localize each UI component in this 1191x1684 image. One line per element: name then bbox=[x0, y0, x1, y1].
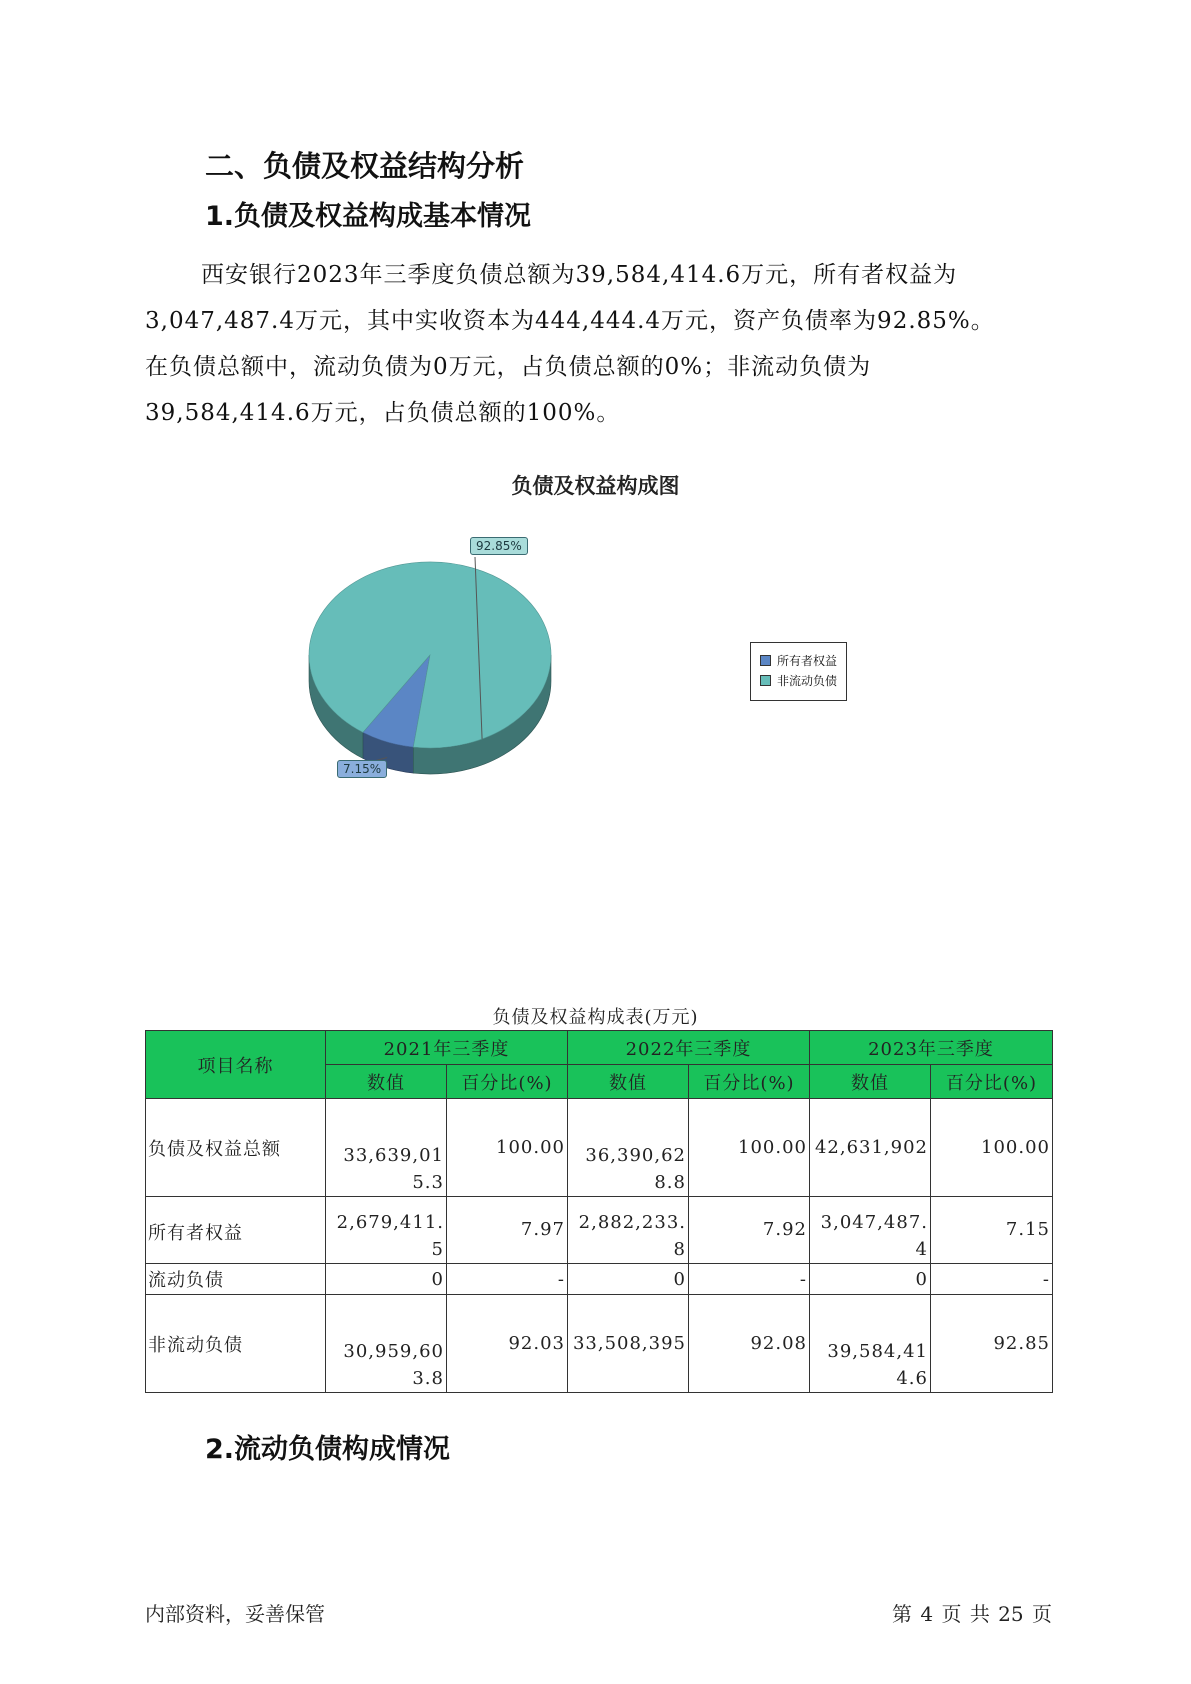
cell-percent: 7.15 bbox=[931, 1197, 1053, 1264]
header-item-name: 项目名称 bbox=[146, 1031, 326, 1099]
cell-percent: 92.08 bbox=[689, 1295, 810, 1393]
legend-swatch bbox=[760, 655, 771, 666]
footer-confidential-note: 内部资料，妥善保管 bbox=[145, 1602, 325, 1626]
paragraph-line: 3,047,487.4万元，其中实收资本为444,444.4万元，资产负债率为92.85%。 bbox=[145, 308, 995, 334]
subheader-percent: 百分比(%) bbox=[689, 1065, 810, 1099]
table-row bbox=[146, 1099, 1053, 1197]
subsection-title-2: 2.流动负债构成情况 bbox=[205, 1434, 451, 1465]
subheader-value: 数值 bbox=[568, 1065, 689, 1099]
cell-value: 2,679,411.5 bbox=[326, 1197, 447, 1264]
section-title: 二、负债及权益结构分析 bbox=[205, 149, 525, 183]
legend-label: 非流动负债 bbox=[777, 673, 838, 688]
cell-value: 3,047,487.4 bbox=[810, 1197, 931, 1264]
header-period: 2023年三季度 bbox=[810, 1031, 1053, 1065]
cell-value: 39,584,414.6 bbox=[810, 1295, 931, 1393]
cell-value: 30,959,603.8 bbox=[326, 1295, 447, 1393]
pie-label-owners-equity: 7.15% bbox=[337, 760, 387, 778]
structure-table bbox=[145, 1030, 1053, 1393]
subsection-title-1: 1.负债及权益构成基本情况 bbox=[205, 201, 532, 232]
cell-value: 36,390,628.8 bbox=[568, 1099, 689, 1197]
cell-value: 33,639,015.3 bbox=[326, 1099, 447, 1197]
legend-swatch bbox=[760, 675, 771, 686]
row-name: 负债及权益总额 bbox=[146, 1099, 326, 1197]
subheader-value: 数值 bbox=[326, 1065, 447, 1099]
paragraph-line: 西安银行2023年三季度负债总额为39,584,414.6万元，所有者权益为 bbox=[201, 262, 958, 288]
cell-percent: - bbox=[447, 1264, 568, 1295]
subheader-percent: 百分比(%) bbox=[447, 1065, 568, 1099]
cell-percent: 100.00 bbox=[447, 1099, 568, 1197]
cell-percent: 92.85 bbox=[931, 1295, 1053, 1393]
paragraph-line: 在负债总额中，流动负债为0万元，占负债总额的0%；非流动负债为 bbox=[145, 354, 872, 380]
cell-value: 0 bbox=[326, 1264, 447, 1295]
pie-slice bbox=[309, 562, 551, 748]
table-header-row bbox=[146, 1031, 1053, 1065]
cell-percent: - bbox=[931, 1264, 1053, 1295]
cell-percent: 7.97 bbox=[447, 1197, 568, 1264]
row-name: 流动负债 bbox=[146, 1264, 326, 1295]
cell-value: 33,508,395 bbox=[568, 1295, 689, 1393]
chart-legend bbox=[750, 642, 847, 701]
cell-value: 0 bbox=[568, 1264, 689, 1295]
cell-percent: 92.03 bbox=[447, 1295, 568, 1393]
table-row bbox=[146, 1264, 1053, 1295]
row-name: 所有者权益 bbox=[146, 1197, 326, 1264]
table-row bbox=[146, 1295, 1053, 1393]
table-caption: 负债及权益构成表(万元) bbox=[492, 1007, 699, 1028]
cell-percent: 100.00 bbox=[931, 1099, 1053, 1197]
cell-value: 42,631,902 bbox=[810, 1099, 931, 1197]
header-period: 2021年三季度 bbox=[326, 1031, 568, 1065]
legend-item bbox=[760, 650, 846, 670]
table-row bbox=[146, 1197, 1053, 1264]
subheader-value: 数值 bbox=[810, 1065, 931, 1099]
paragraph-line: 39,584,414.6万元，占负债总额的100%。 bbox=[145, 400, 621, 426]
footer-page-number: 第 4 页 共 25 页 bbox=[892, 1602, 1052, 1626]
header-period: 2022年三季度 bbox=[568, 1031, 810, 1065]
cell-percent: 100.00 bbox=[689, 1099, 810, 1197]
subheader-percent: 百分比(%) bbox=[931, 1065, 1053, 1099]
row-name: 非流动负债 bbox=[146, 1295, 326, 1393]
chart-title: 负债及权益构成图 bbox=[511, 474, 680, 498]
cell-percent: - bbox=[689, 1264, 810, 1295]
cell-percent: 7.92 bbox=[689, 1197, 810, 1264]
pie-label-non-current-liabilities: 92.85% bbox=[470, 537, 528, 555]
legend-item bbox=[760, 670, 846, 690]
cell-value: 0 bbox=[810, 1264, 931, 1295]
legend-label: 所有者权益 bbox=[777, 653, 838, 668]
cell-value: 2,882,233.8 bbox=[568, 1197, 689, 1264]
